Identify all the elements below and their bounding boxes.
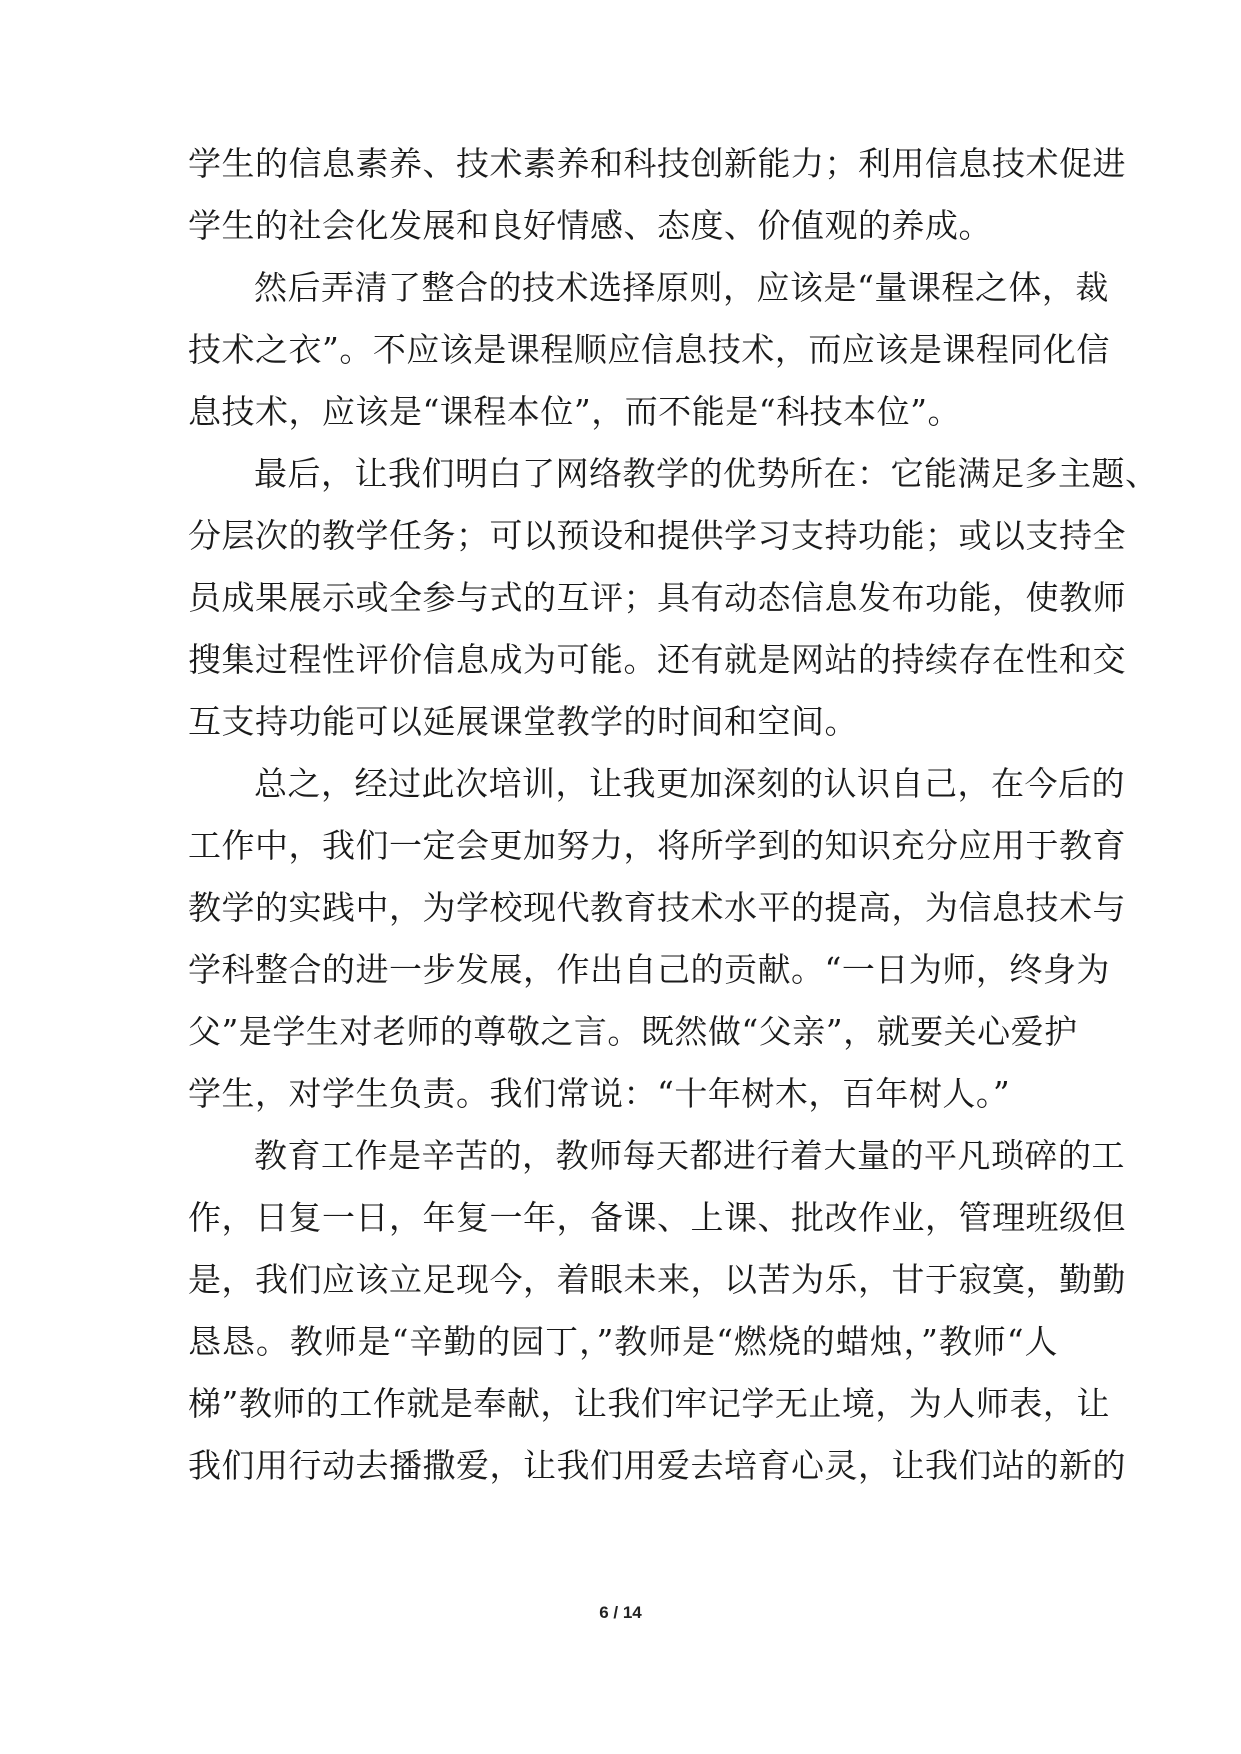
paragraph-line: 学生的信息素养、技术素养和科技创新能力；利用信息技术促进 bbox=[188, 144, 1126, 183]
paragraph-line: 学生，对学生负责。我们常说：“十年树木，百年树人。” bbox=[188, 1074, 1011, 1113]
paragraph-line: 教育工作是辛苦的，教师每天都进行着大量的平凡琐碎的工 bbox=[254, 1136, 1125, 1175]
paragraph-line: 分层次的教学任务；可以预设和提供学习支持功能；或以支持全 bbox=[188, 516, 1126, 555]
page-number: 6 / 14 bbox=[599, 1603, 642, 1622]
paragraph-line: 互支持功能可以延展课堂教学的时间和空间。 bbox=[188, 702, 858, 741]
paragraph-line: 恳恳。教师是“辛勤的园丁，”教师是“燃烧的蜡烛，”教师“人 bbox=[188, 1322, 1058, 1361]
paragraph-line: 教学的实践中，为学校现代教育技术水平的提高，为信息技术与 bbox=[188, 888, 1126, 927]
paragraph-line: 学科整合的进一步发展，作出自己的贡献。“一日为师，终身为 bbox=[188, 950, 1110, 989]
paragraph-line: 总之，经过此次培训，让我更加深刻的认识自己，在今后的 bbox=[254, 764, 1125, 803]
paragraph-line: 梯”教师的工作就是奉献，让我们牢记学无止境，为人师表，让 bbox=[188, 1384, 1110, 1423]
paragraph-line: 工作中，我们一定会更加努力，将所学到的知识充分应用于教育 bbox=[188, 826, 1126, 865]
paragraph-line: 员成果展示或全参与式的互评；具有动态信息发布功能，使教师 bbox=[188, 578, 1126, 617]
paragraph-line: 我们用行动去播撒爱，让我们用爱去培育心灵，让我们站的新的 bbox=[188, 1446, 1126, 1485]
paragraph-line: 技术之衣”。不应该是课程顺应信息技术，而应该是课程同化信 bbox=[188, 330, 1110, 369]
paragraph-line: 搜集过程性评价信息成为可能。还有就是网站的持续存在性和交 bbox=[188, 640, 1126, 679]
paragraph-line: 作，日复一日，年复一年，备课、上课、批改作业，管理班级但 bbox=[188, 1198, 1126, 1237]
paragraph-line: 然后弄清了整合的技术选择原则，应该是“量课程之体，裁 bbox=[254, 268, 1109, 307]
paragraph-line: 最后，让我们明白了网络教学的优势所在：它能满足多主题、 bbox=[254, 454, 1159, 493]
paragraph-line: 是，我们应该立足现今，着眼未来，以苦为乐，甘于寂寞，勤勤 bbox=[188, 1260, 1126, 1299]
paragraph-line: 学生的社会化发展和良好情感、态度、价值观的养成。 bbox=[188, 206, 992, 245]
paragraph-line: 息技术，应该是“课程本位”，而不能是“科技本位”。 bbox=[188, 392, 961, 431]
paragraph-line: 父”是学生对老师的尊敬之言。既然做“父亲”，就要关心爱护 bbox=[188, 1012, 1078, 1051]
